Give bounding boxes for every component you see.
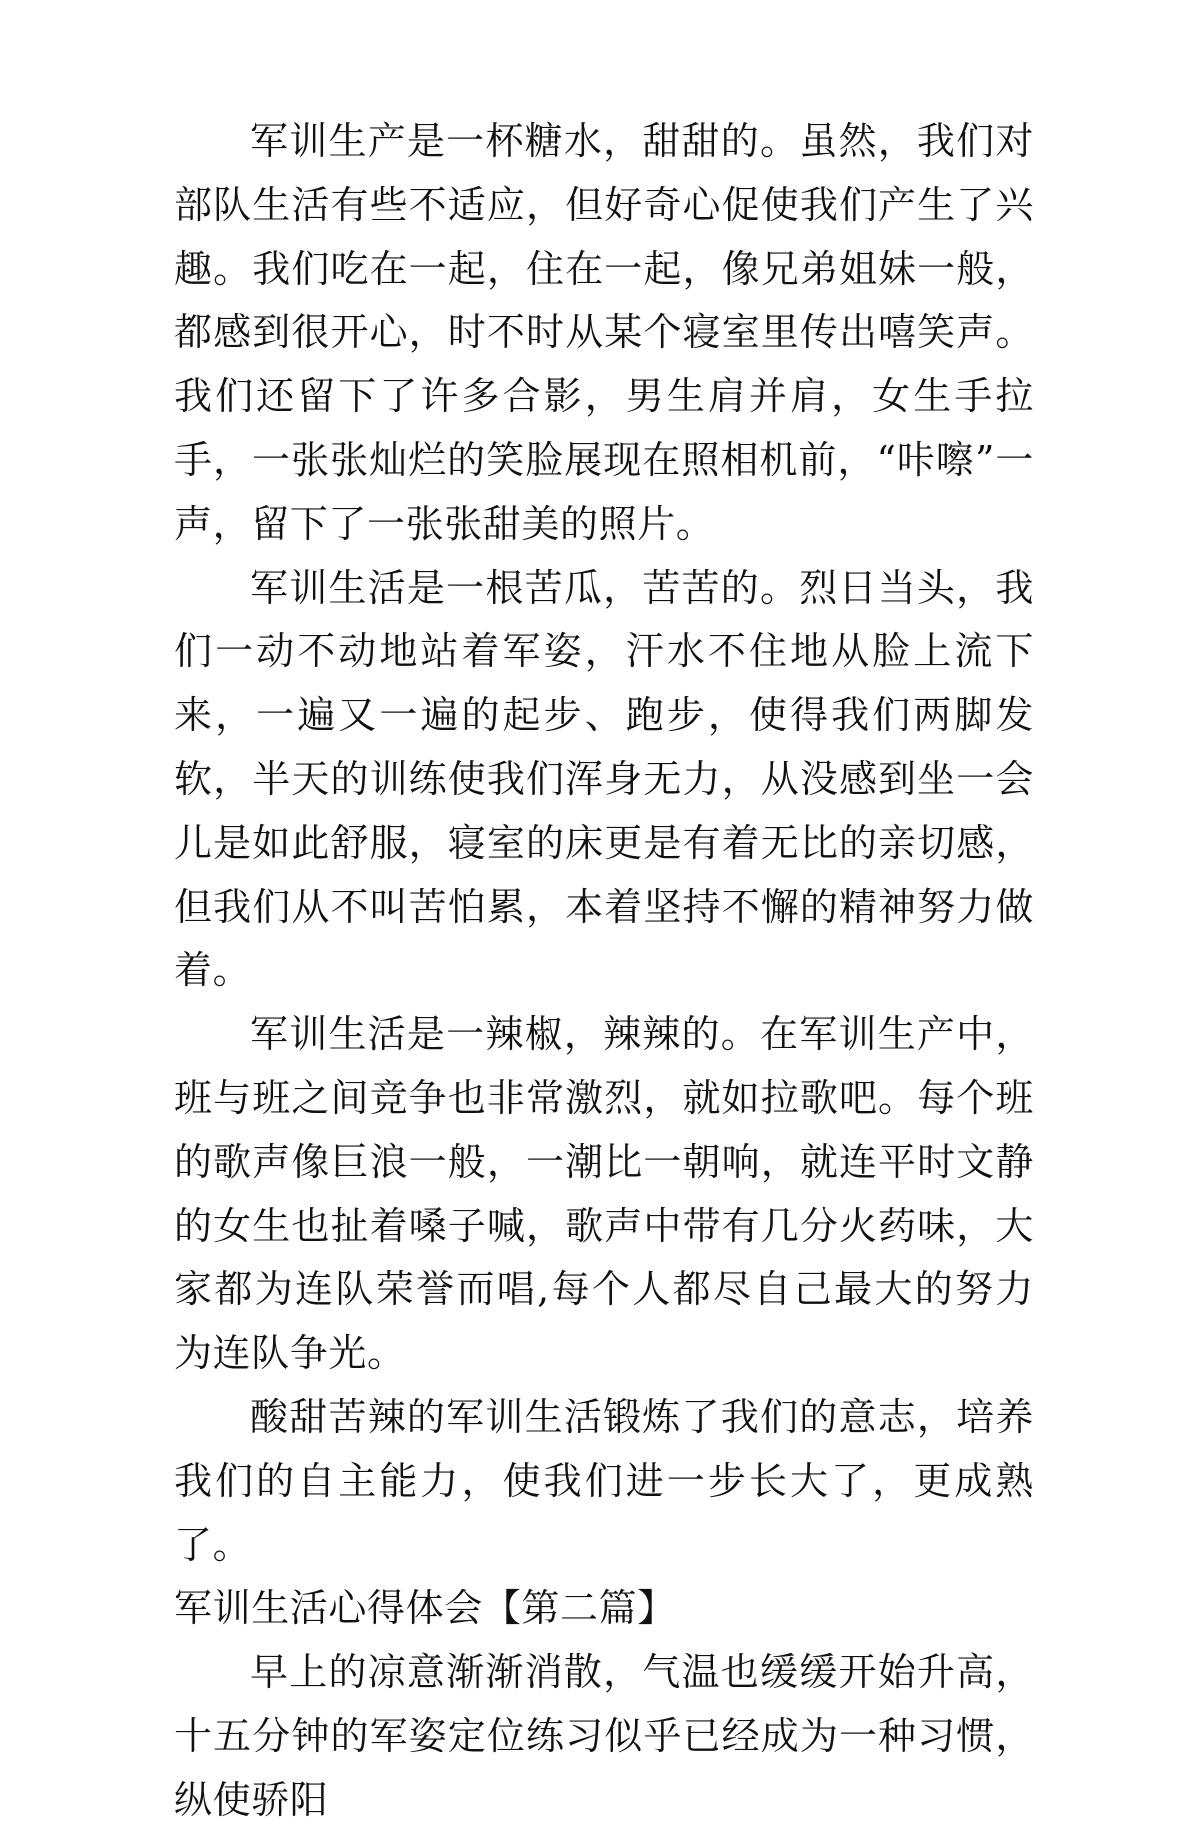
- paragraph-summary: 酸甜苦辣的军训生活锻炼了我们的意志，培养我们的自主能力，使我们进一步长大了，更成熟了。: [174, 1394, 1034, 1567]
- section-heading: 军训生活心得体会【第二篇】: [174, 1586, 676, 1631]
- paragraph-second-article: 早上的凉意渐渐消散，气温也缓缓开始升高，十五分钟的军姿定位练习似乎已经成为一种习惯，纵使骄阳: [174, 1650, 1034, 1822]
- paragraph-spicy: 军训生活是一辣椒，辣辣的。在军训生产中，班与班之间竞争也非常激烈，就如拉歌吧。每个班的歌声像巨浪一般，一潮比一朝响，就连平时文静的女生也扯着嗓子喊，歌声中带有几分火药味，大家都为连队荣誉而唱,每个人都尽自己最大的努力为连队争光。: [174, 1012, 1034, 1376]
- document-body: [174, 110, 1034, 1833]
- paragraph-bitter: 军训生活是一根苦瓜，苦苦的。烈日当头，我们一动不动地站着军姿，汗水不住地从脸上流下来，一遍又一遍的起步、跑步，使得我们两脚发软，半天的训练使我们浑身无力，从没感到坐一会儿是如此舒服，寝室的床更是有着无比的亲切感，但我们从不叫苦怕累，本着坚持不懈的精神努力做着。: [174, 565, 1034, 993]
- paragraph-sweet: 军训生产是一杯糖水，甜甜的。虽然，我们对部队生活有些不适应，但好奇心促使我们产生了兴趣。我们吃在一起，住在一起，像兄弟姐妹一般，都感到很开心，时不时从某个寝室里传出嘻笑声。我们还留下了许多合影，男生肩并肩，女生手拉手，一张张灿烂的笑脸展现在照相机前，“咔嚓”一声，留下了一张张甜美的照片。: [174, 119, 1034, 546]
